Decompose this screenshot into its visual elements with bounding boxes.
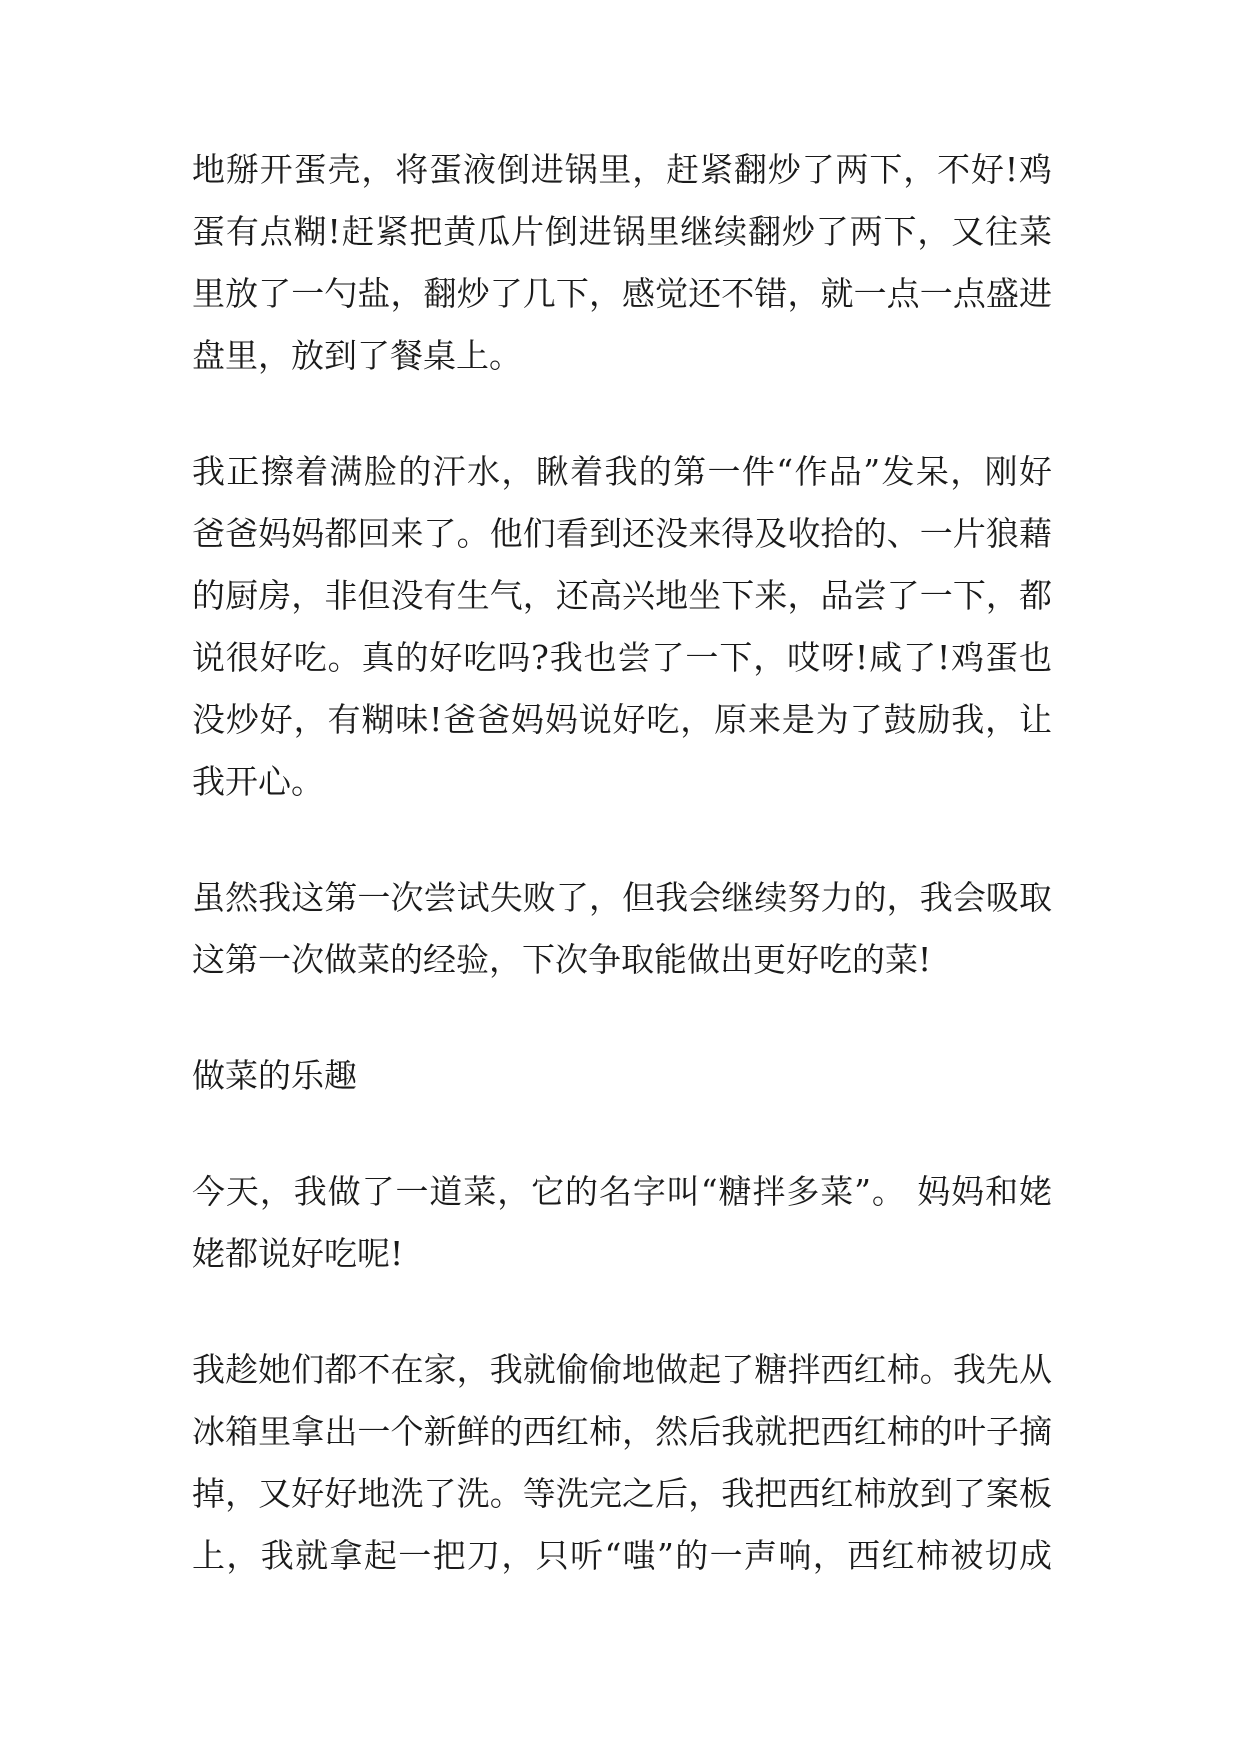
paragraph-line: 里放了一勺盐，翻炒了几下，感觉还不错，就一点一点盛进	[192, 274, 1052, 313]
paragraph-line: 说很好吃。真的好吃吗?我也尝了一下，哎呀!咸了!鸡蛋也	[192, 638, 1052, 677]
paragraph-line: 上，我就拿起一把刀，只听“嗤”的一声响，西红柿被切成	[192, 1536, 1052, 1575]
paragraph-line: 的厨房，非但没有生气，还高兴地坐下来，品尝了一下，都	[192, 576, 1052, 615]
paragraph-line: 这第一次做菜的经验，下次争取能做出更好吃的菜!	[192, 940, 932, 979]
paragraph-line: 姥都说好吃呢!	[192, 1234, 404, 1273]
paragraph-line: 地掰开蛋壳，将蛋液倒进锅里，赶紧翻炒了两下，不好!鸡	[192, 150, 1052, 189]
paragraph-line: 我开心。	[192, 762, 324, 801]
paragraph-line: 今天，我做了一道菜，它的名字叫“糖拌多菜”。 妈妈和姥	[192, 1172, 1052, 1211]
paragraph-line: 虽然我这第一次尝试失败了，但我会继续努力的，我会吸取	[192, 878, 1052, 917]
paragraph-line: 我正擦着满脸的汗水，瞅着我的第一件“作品”发呆，刚好	[192, 452, 1052, 491]
paragraph-line: 没炒好，有糊味!爸爸妈妈说好吃，原来是为了鼓励我，让	[192, 700, 1052, 739]
paragraph-line: 盘里，放到了餐桌上。	[192, 336, 522, 375]
paragraph-line: 蛋有点糊!赶紧把黄瓜片倒进锅里继续翻炒了两下，又往菜	[192, 212, 1052, 251]
paragraph-line: 我趁她们都不在家，我就偷偷地做起了糖拌西红柿。我先从	[192, 1350, 1052, 1389]
paragraph-line: 爸爸妈妈都回来了。他们看到还没来得及收拾的、一片狼藉	[192, 514, 1052, 553]
paragraph-line: 冰箱里拿出一个新鲜的西红柿，然后我就把西红柿的叶子摘	[192, 1412, 1052, 1451]
section-heading: 做菜的乐趣	[192, 1056, 357, 1095]
paragraph-line: 掉，又好好地洗了洗。等洗完之后，我把西红柿放到了案板	[192, 1474, 1052, 1513]
